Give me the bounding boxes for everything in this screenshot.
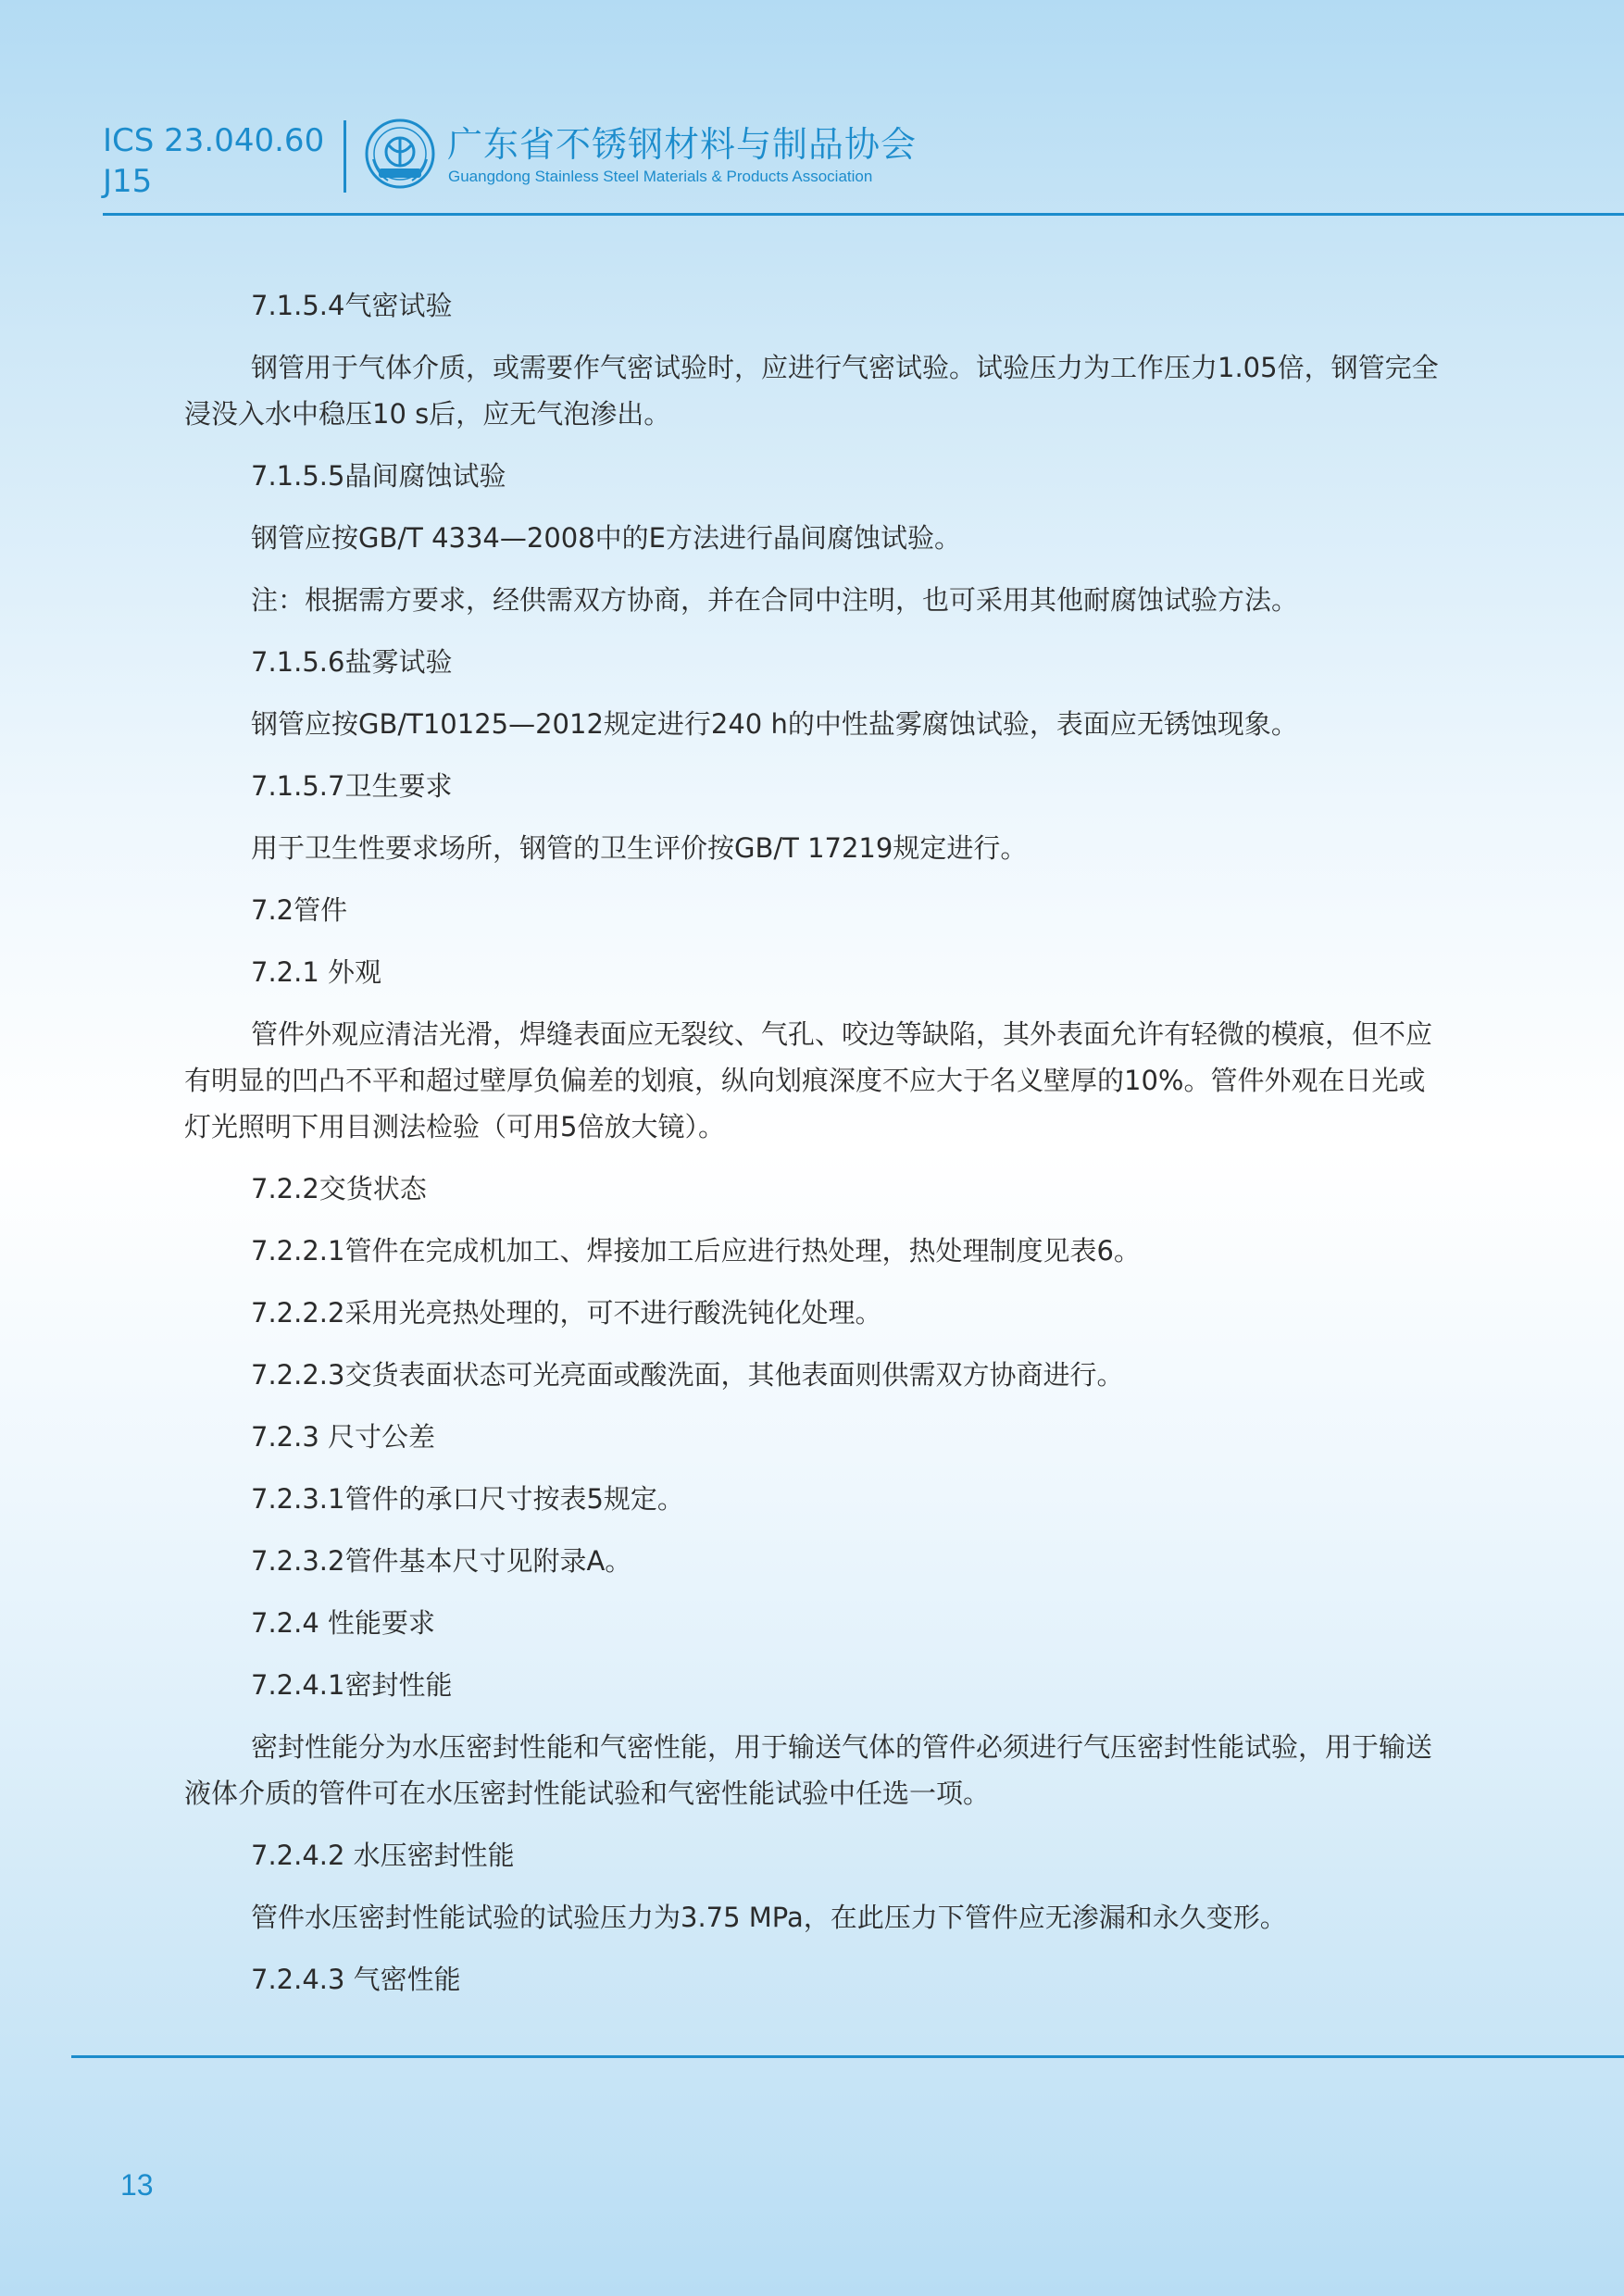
body-paragraph: 7.2.3.1管件的承口尺寸按表5规定。 (251, 1483, 684, 1515)
body-paragraph: 密封性能分为水压密封性能和气密性能，用于输送气体的管件必须进行气压密封性能试验，用于输送液体介质的管件可在水压密封性能试验和气密性能试验中任选一项。 (184, 1731, 1433, 1809)
header-rule (103, 213, 1624, 216)
footer-rule (71, 2055, 1624, 2058)
ics-code: ICS 23.040.60 (103, 122, 325, 159)
header-divider (344, 120, 346, 193)
ccs-code: J15 (103, 163, 153, 200)
standard-codes (103, 120, 324, 202)
body-paragraph: 7.2.2.2采用光亮热处理的，可不进行酸洗钝化处理。 (251, 1297, 882, 1329)
body-paragraph: 用于卫生性要求场所，钢管的卫生评价按GB/T 17219规定进行。 (251, 832, 1028, 864)
body-paragraph: 管件外观应清洁光滑，焊缝表面应无裂纹、气孔、咬边等缺陷，其外表面允许有轻微的模痕，但不应有明显的凹凸不平和超过壁厚负偏差的划痕，纵向划痕深度不应大于名义壁厚的10%。管件外观在日光或灯光照明下用目测法检验（可用5倍放大镜）。 (184, 1018, 1433, 1142)
note-paragraph: 注：根据需方要求，经供需双方协商，并在合同中注明，也可采用其他耐腐蚀试验方法。 (251, 584, 1299, 616)
page-header (0, 0, 1624, 218)
clause-heading: 7.1.5.5晶间腐蚀试验 (251, 460, 506, 492)
clause-heading: 7.2.2交货状态 (251, 1173, 427, 1204)
body-paragraph: 钢管应按GB/T10125—2012规定进行240 h的中性盐雾腐蚀试验，表面应无锈蚀现象。 (251, 708, 1298, 740)
clause-heading: 7.2.4.3 气密性能 (251, 1964, 461, 1995)
section-heading: 7.2管件 (251, 894, 348, 926)
clause-heading: 7.1.5.4气密试验 (251, 290, 453, 321)
organization-name-en: Guangdong Stainless Steel Materials & Products Association (448, 168, 873, 185)
association-seal-icon (364, 118, 436, 190)
document-body (184, 282, 1445, 2018)
body-paragraph: 钢管用于气体介质，或需要作气密试验时，应进行气密试验。试验压力为工作压力1.05倍，钢管完全浸没入水中稳压10 s后，应无气泡渗出。 (184, 352, 1439, 430)
clause-heading: 7.2.3 尺寸公差 (251, 1421, 436, 1453)
organization-name-cn: 广东省不锈钢材料与制品协会 (447, 124, 918, 165)
clause-heading: 7.1.5.7卫生要求 (251, 770, 453, 802)
clause-heading: 7.2.4 性能要求 (251, 1607, 436, 1639)
clause-heading: 7.1.5.6盐雾试验 (251, 646, 453, 678)
page-number: 13 (120, 2168, 154, 2202)
clause-heading: 7.2.4.2 水压密封性能 (251, 1840, 515, 1871)
clause-heading: 7.2.4.1密封性能 (251, 1669, 453, 1701)
body-paragraph: 7.2.2.1管件在完成机加工、焊接加工后应进行热处理，热处理制度见表6。 (251, 1235, 1141, 1267)
body-paragraph: 钢管应按GB/T 4334—2008中的E方法进行晶间腐蚀试验。 (251, 522, 961, 554)
body-paragraph: 管件水压密封性能试验的试验压力为3.75 MPa，在此压力下管件应无渗漏和永久变形。 (251, 1902, 1287, 1933)
body-paragraph: 7.2.3.2管件基本尺寸见附录A。 (251, 1545, 632, 1577)
body-paragraph: 7.2.2.3交货表面状态可光亮面或酸洗面，其他表面则供需双方协商进行。 (251, 1359, 1124, 1391)
clause-heading: 7.2.1 外观 (251, 956, 382, 988)
